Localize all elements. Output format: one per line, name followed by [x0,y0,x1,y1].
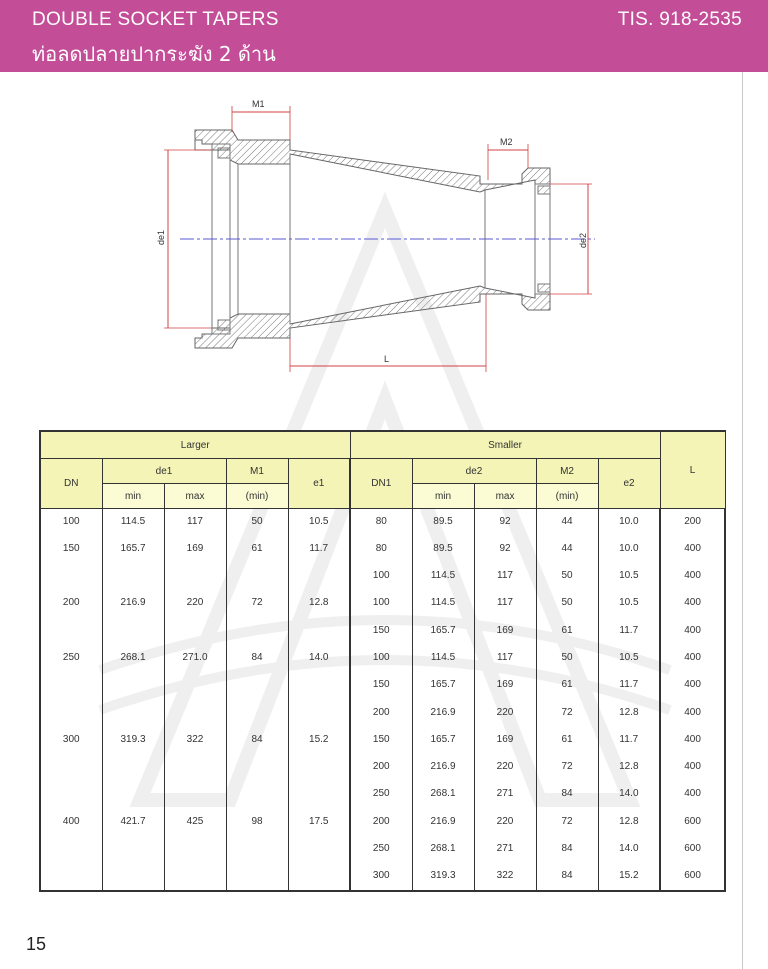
cell-dn1: 250 [350,781,412,808]
cell-de1-max [164,618,226,645]
cell-de1-min [102,781,164,808]
cell-de1-max: 117 [164,509,226,536]
cell-e2: 14.0 [598,836,660,863]
cell-e1: 17.5 [288,809,350,836]
table-row [40,645,725,672]
cell-de1-min: 268.1 [102,645,164,672]
cell-de1-min [102,563,164,590]
table-row [40,727,725,754]
cell-de1-max [164,836,226,863]
col-de1-max: max [164,484,226,509]
cell-dn1: 150 [350,618,412,645]
cell-e2: 10.0 [598,536,660,563]
cell-m2: 61 [536,727,598,754]
m2-label: M2 [500,137,513,147]
cell-de2-min: 165.7 [412,727,474,754]
col-dn: DN [40,459,102,509]
cell-m1: 84 [226,727,288,754]
cell-dn: 250 [40,645,102,672]
cell-m2: 44 [536,509,598,536]
col-e2: e2 [598,459,660,509]
col-dn1: DN1 [350,459,412,509]
cell-de2-max: 271 [474,836,536,863]
cell-e1 [288,618,350,645]
cell-l: 400 [660,563,725,590]
cell-m1: 72 [226,590,288,617]
cell-de1-max: 220 [164,590,226,617]
cell-e2: 12.8 [598,809,660,836]
cell-e1 [288,563,350,590]
table-row [40,836,725,863]
cell-de1-max [164,700,226,727]
cell-dn [40,863,102,890]
cell-e2: 10.5 [598,563,660,590]
table-row [40,781,725,808]
cell-l: 200 [660,509,725,536]
cell-de1-min [102,754,164,781]
cell-l: 400 [660,590,725,617]
cell-de2-max: 322 [474,863,536,890]
cell-m2: 50 [536,563,598,590]
cell-e2: 14.0 [598,781,660,808]
cell-de1-min [102,836,164,863]
cell-e2: 11.7 [598,672,660,699]
cell-de2-min: 216.9 [412,809,474,836]
cell-l: 600 [660,809,725,836]
cell-dn [40,618,102,645]
cell-dn1: 100 [350,645,412,672]
cell-dn [40,836,102,863]
table-row [40,809,725,836]
cell-dn1: 80 [350,536,412,563]
cell-m2: 61 [536,672,598,699]
cell-m1 [226,563,288,590]
cell-de1-min: 114.5 [102,509,164,536]
cell-de1-min: 165.7 [102,536,164,563]
cell-l: 400 [660,618,725,645]
cell-de2-max: 220 [474,700,536,727]
col-de2: de2 [412,459,536,484]
cell-e1 [288,754,350,781]
cell-dn1: 200 [350,809,412,836]
page-number: 15 [26,934,47,954]
cell-l: 400 [660,781,725,808]
cell-dn1: 250 [350,836,412,863]
cell-m1 [226,618,288,645]
cell-l: 400 [660,672,725,699]
cell-de2-min: 268.1 [412,836,474,863]
col-m2: M2 [536,459,598,484]
table-row [40,590,725,617]
col-m1: M1 [226,459,288,484]
cell-de2-min: 319.3 [412,863,474,890]
cell-e1 [288,781,350,808]
cell-m1 [226,781,288,808]
cell-l: 400 [660,645,725,672]
cell-m2: 84 [536,781,598,808]
cell-de2-max: 169 [474,727,536,754]
cell-de2-min: 89.5 [412,509,474,536]
cell-dn1: 300 [350,863,412,890]
cell-de2-max: 271 [474,781,536,808]
cell-m2: 84 [536,836,598,863]
cell-m1 [226,700,288,727]
cell-de2-max: 169 [474,672,536,699]
m1-label: M1 [252,99,265,109]
cell-m1: 98 [226,809,288,836]
cell-e1 [288,672,350,699]
cell-de1-max [164,863,226,890]
col-e1: e1 [288,459,350,509]
cell-de2-max: 117 [474,590,536,617]
cell-de1-max [164,672,226,699]
cell-de1-min: 216.9 [102,590,164,617]
cell-de1-max: 169 [164,536,226,563]
cell-e1 [288,836,350,863]
cell-dn [40,672,102,699]
cell-de2-max: 220 [474,754,536,781]
table-row [40,672,725,699]
cell-m1 [226,836,288,863]
cell-de1-min [102,672,164,699]
cell-dn: 400 [40,809,102,836]
de1-label: de1 [156,229,166,245]
de2-label: de2 [578,232,588,248]
cell-de2-max: 92 [474,536,536,563]
standard-code: TIS. 918-2535 [617,9,742,30]
l-label: L [384,354,390,364]
cell-de1-min [102,700,164,727]
cell-e2: 11.7 [598,618,660,645]
table-row [40,536,725,563]
cell-de2-max: 117 [474,645,536,672]
cell-e1: 15.2 [288,727,350,754]
table-row [40,618,725,645]
table-row [40,509,725,536]
cell-de1-min: 319.3 [102,727,164,754]
cell-m2: 72 [536,809,598,836]
cell-de1-min: 421.7 [102,809,164,836]
header-bar [0,0,768,72]
table-row [40,563,725,590]
cell-m1 [226,672,288,699]
col-de2-min: min [412,484,474,509]
cell-de2-max: 220 [474,809,536,836]
cell-de2-min: 114.5 [412,590,474,617]
cell-m2: 61 [536,618,598,645]
cell-m1 [226,863,288,890]
cell-de2-min: 268.1 [412,781,474,808]
cell-m2: 50 [536,645,598,672]
group-larger: Larger [40,431,350,459]
cell-m2: 72 [536,754,598,781]
cell-dn1: 200 [350,754,412,781]
cell-l: 400 [660,727,725,754]
cell-l: 400 [660,536,725,563]
col-m1-min: (min) [226,484,288,509]
cell-m2: 44 [536,536,598,563]
cell-e1: 12.8 [288,590,350,617]
spec-table [39,430,726,892]
col-de1-min: min [102,484,164,509]
cell-de2-min: 114.5 [412,563,474,590]
table-row [40,863,725,890]
cell-de2-min: 216.9 [412,700,474,727]
cell-e2: 12.8 [598,700,660,727]
cell-dn1: 150 [350,727,412,754]
cell-de2-max: 117 [474,563,536,590]
cell-de2-min: 165.7 [412,672,474,699]
cell-de2-max: 169 [474,618,536,645]
page-title: DOUBLE SOCKET TAPERS [32,9,279,30]
cell-dn: 150 [40,536,102,563]
table-row [40,754,725,781]
cell-de2-min: 216.9 [412,754,474,781]
cell-de1-max [164,754,226,781]
group-smaller: Smaller [350,431,660,459]
cell-e2: 15.2 [598,863,660,890]
cell-de2-min: 114.5 [412,645,474,672]
cell-e1 [288,863,350,890]
cell-e1: 14.0 [288,645,350,672]
cell-dn1: 200 [350,700,412,727]
cell-l: 600 [660,836,725,863]
taper-drawing [150,92,620,382]
cell-de2-min: 89.5 [412,536,474,563]
cell-m2: 72 [536,700,598,727]
cell-de1-max: 425 [164,809,226,836]
cell-dn1: 150 [350,672,412,699]
cell-m1: 50 [226,509,288,536]
cell-m1 [226,754,288,781]
cell-dn [40,700,102,727]
page-subtitle-thai: ท่อลดปลายปากระฆัง 2 ด้าน [32,42,276,66]
cell-l: 600 [660,863,725,890]
cell-de1-max [164,563,226,590]
cell-de2-min: 165.7 [412,618,474,645]
col-m2-min: (min) [536,484,598,509]
cell-m2: 50 [536,590,598,617]
cell-dn1: 100 [350,563,412,590]
cell-m2: 84 [536,863,598,890]
cell-e2: 12.8 [598,754,660,781]
cell-e2: 10.0 [598,509,660,536]
cell-e1: 11.7 [288,536,350,563]
cell-m1: 84 [226,645,288,672]
cell-de2-max: 92 [474,509,536,536]
cell-de1-min [102,618,164,645]
cell-dn [40,781,102,808]
cell-de1-min [102,863,164,890]
cell-e2: 10.5 [598,645,660,672]
table-body [40,509,725,891]
cell-dn [40,754,102,781]
cell-dn [40,563,102,590]
cell-l: 400 [660,700,725,727]
cell-dn: 300 [40,727,102,754]
cell-e2: 11.7 [598,727,660,754]
cell-e2: 10.5 [598,590,660,617]
cell-dn: 200 [40,590,102,617]
cell-de1-max [164,781,226,808]
col-de2-max: max [474,484,536,509]
col-l: L [660,431,725,509]
cell-e1: 10.5 [288,509,350,536]
cell-e1 [288,700,350,727]
cell-dn1: 80 [350,509,412,536]
col-de1: de1 [102,459,226,484]
cell-dn1: 100 [350,590,412,617]
cell-m1: 61 [226,536,288,563]
cell-l: 400 [660,754,725,781]
cell-de1-max: 322 [164,727,226,754]
cell-dn: 100 [40,509,102,536]
table-row [40,700,725,727]
cell-de1-max: 271.0 [164,645,226,672]
